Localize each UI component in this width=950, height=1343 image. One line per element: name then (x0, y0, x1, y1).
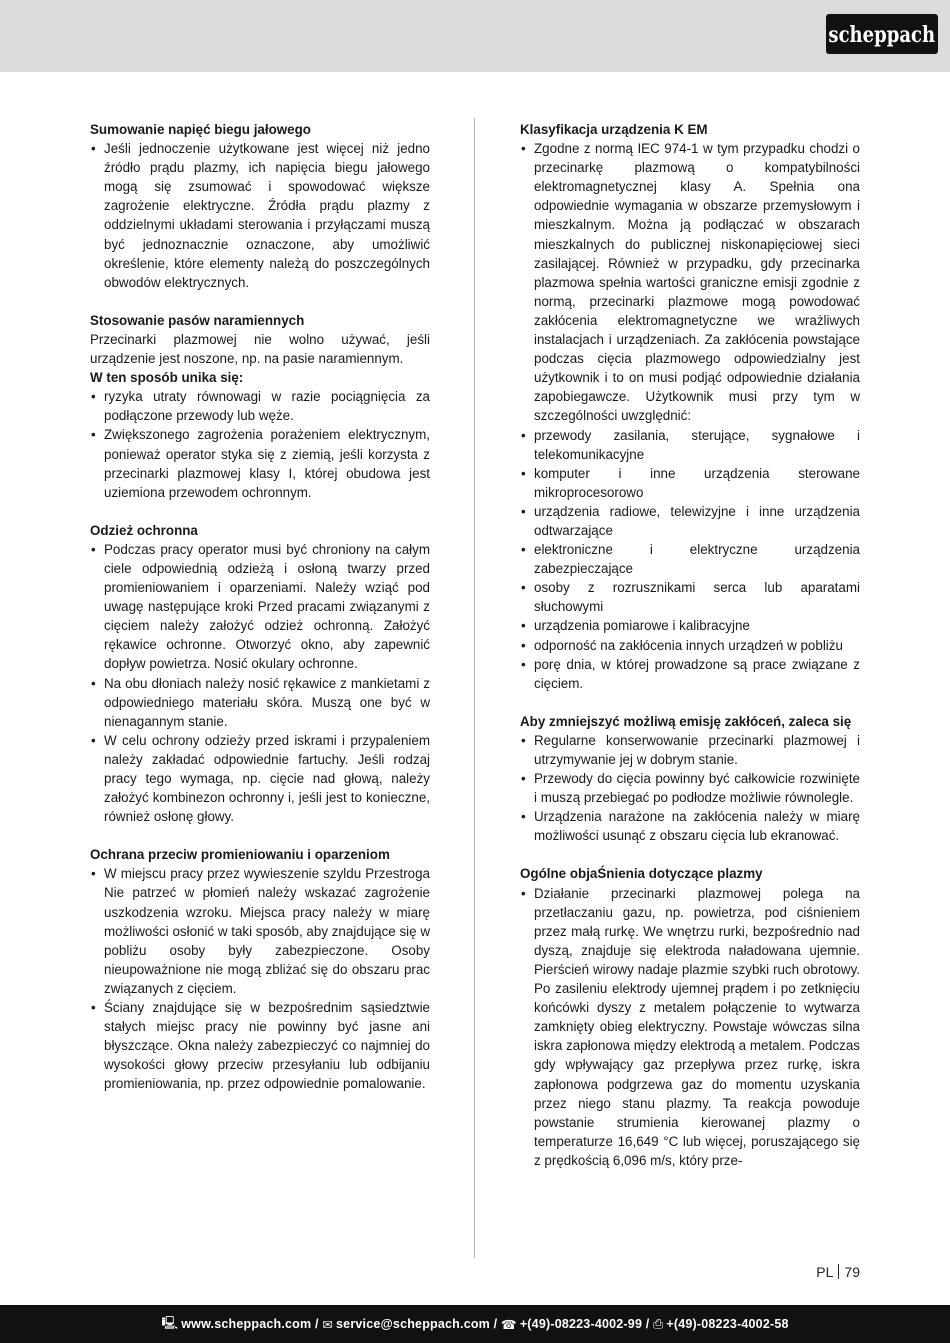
section-heading: Odzież ochronna (90, 522, 198, 538)
section-subheading: W ten sposób unika się: (90, 370, 244, 386)
section-spacer (520, 845, 860, 864)
bullet-item: • Działanie przecinarki plazmowej polega na przetłaczaniu gazu, np. powietrza, pod ciśnieniem przez małą rurkę. We wnętrzu rurki, bezpośrednio nad dyszą, znajduje się elektroda naładowana ujemnie. Pierścień wirowy nadaje plazmie szybki ruch obrotowy. Po zasileniu elektrody ujemnej prądem i po zetknięciu końcówki dyszy z metalem połączenie to wytwarza zamknięty obieg elektryczny. Powstaje wówczas silna iskra zapłonowa między elektrodą a metalem. Podczas gdy wpływający gaz przepływa przez rurkę, iskra zapłonowa podgrzewa gaz do momentu uzyskania przez niego stanu plazmy. Ta reakcja powoduje powstanie strumienia kierowanej plazmy o temperaturze 16,649 °C lub więcej, poruszającego się z prędkością 6,096 m/s, który prze- (520, 884, 860, 1170)
bullet-item: • Zgodne z normą IEC 974-1 w tym przypadku chodzi o przecinarkę plazmową o kompatybilności elektromagnetycznej klasy A. Spełnia ona odpowiednie wymagania w obszarze przemysłowym i mieszkalnym. Można ją podłączać w obszarach mieszkalnych do publicznej niskonapięciowej sieci zasilającej. Również w przypadku, gdy przecinarka plazmowa spełnia wartości graniczne emisji zgodnie z normą, przecinarki plazmowe mogą powodować zakłócenia elektromagnetyczne we wrażliwych instalacjach i urządzeniach. Za zakłócenia powstające podczas cięcia plazmowego odpowiedzialny jest użytkownik i to on musi podjąć odpowiednie działania zapobiegawcze. Użytkownik musi przy tym w szczególności uwzględnić: (520, 139, 860, 425)
bullet-item: • osoby z rozrusznikami serca lub aparatami słuchowymi (520, 578, 860, 616)
svg-text:scheppach: scheppach (828, 21, 936, 48)
bullet-item: • Regularne konserwowanie przecinarki plazmowej i utrzymywanie jej w dobrym stanie. (520, 731, 860, 769)
bullet-list (90, 387, 430, 502)
footer-website[interactable]: www.scheppach.com / (181, 1317, 319, 1331)
section-spacer (90, 502, 430, 521)
bullet-item: • urządzenia pomiarowe i kalibracyjne (520, 616, 860, 635)
bullet-list (520, 731, 860, 846)
section-paragraph: Przecinarki plazmowej nie wolno używać, jeśli urządzenie jest noszone, np. na pasie naramiennym. (90, 331, 430, 367)
bullet-list (90, 139, 430, 292)
bullet-item: • Urządzenia narażone na zakłócenia należy w miarę możliwości usunąć z obszaru cięcia lub ekranować. (520, 807, 860, 845)
bullet-item: • Na obu dłoniach należy nosić rękawice z mankietami z odpowiedniego materiału skóra. Muszą one być w nienagannym stanie. (90, 674, 430, 731)
page-language: PL (816, 1264, 834, 1280)
section-heading: Aby zmniejszyć możliwą emisję zakłóceń, zaleca się (520, 713, 852, 729)
bullet-list (520, 884, 860, 1170)
scheppach-logo[interactable] (826, 14, 938, 54)
section-heading: Klasyfikacja urządzenia K EM (520, 122, 708, 137)
page-number (816, 1264, 860, 1280)
bullet-item: • W celu ochrony odzieży przed iskrami i przypaleniem należy zakładać odpowiednie fartuchy. Jeśli rodzaj pracy tego wymaga, np. cięcie nad głową, należy założyć kombinezon ochronny i, jeśli jest to konieczne, również osłonę głowy. (90, 731, 430, 826)
bullet-item: • Podczas pracy operator musi być chroniony na całym ciele odpowiednią odzieżą i osłoną twarzy przed promieniowaniem i oparzeniami. Należy wziąć pod uwagę następujące kroki Przed pracami związanymi z cięciem należy założyć odzież ochronną. Założyć rękawice ochronne. Otworzyć okno, aby zapewnić dopływ powietrza. Nosić okulary ochronne. (90, 540, 430, 674)
bullet-list (90, 540, 430, 826)
left-column (90, 120, 430, 1094)
footer-bar (0, 1305, 950, 1343)
section-heading: Sumowanie napięć biegu jałowego (90, 122, 311, 137)
bullet-item: • Zwiększonego zagrożenia porażeniem elektrycznym, ponieważ operator styka się z ziemią, jeśli korzysta z przecinarki plazmowej klasy I, której obudowa jest uziemiona przewodem ochronnym. (90, 425, 430, 501)
bullet-item: • ryzyka utraty równowagi w razie pociągnięcia za podłączone przewody lub węże. (90, 387, 430, 425)
section-heading: Stosowanie pasów naramiennych (90, 312, 305, 328)
email-icon: ✉︎ (322, 1317, 334, 1332)
bullet-item: • Ściany znajdujące się w bezpośrednim sąsiedztwie stałych miejsc pracy nie powinny być jasne ani błyszczące. Okna należy zabezpieczyć co najmniej do wysokości głowy przeciw przesyłaniu lub odbijaniu promieniowania, np. przez odpowiednie pomalowanie. (90, 998, 430, 1093)
bullet-item: • komputer i inne urządzenia sterowane mikroprocesorowo (520, 464, 860, 502)
logo-wordmark (826, 14, 938, 54)
footer-email[interactable]: service@scheppach.com / (336, 1317, 498, 1331)
right-column (520, 120, 860, 1170)
bullet-item: • przewody zasilania, sterujące, sygnałowe i telekomunikacyjne (520, 426, 860, 464)
bullet-item: • W miejscu pracy przez wywieszenie szyldu Przestroga Nie patrzeć w płomień należy wskazać zagrożenie uszkodzenia wzroku. Miejsca pracy należy w miarę możliwości osłonić w taki sposób, aby znajdujące się w pobliżu osoby były zabezpieczone. Osoby nieupoważnione nie mogą zbliżać się do obszaru prac związanych z cięciem. (90, 864, 430, 998)
phone-icon: ☎︎ (501, 1317, 517, 1332)
header-bar (0, 0, 950, 72)
bullet-item: • porę dnia, w której prowadzone są prace związane z cięciem. (520, 655, 860, 693)
section-heading: Ogólne objaŚnienia dotyczące plazmy (520, 866, 763, 882)
page-number-separator (838, 1264, 839, 1279)
fax-icon: ⎙ (653, 1316, 664, 1331)
section-spacer (90, 292, 430, 311)
section-spacer (90, 826, 430, 845)
page-number-value: 79 (844, 1264, 860, 1280)
bullet-item: • Jeśli jednoczenie użytkowane jest więcej niż jedno źródło prądu plazmy, ich napięcia biegu jałowego mogą się zsumować i spowodować większe zagrożenie elektryczne. Źródła prądu plazmy z oddzielnymi układami sterowania i przyłączami muszą być jednoznacznie oznaczone, aby umożliwić określenie, które elementy należą do poszczególnych obwodów elektrycznych. (90, 139, 430, 292)
bullet-item: • urządzenia radiowe, telewizyjne i inne urządzenia odtwarzające (520, 502, 860, 540)
bullet-list (520, 139, 860, 693)
column-divider (474, 118, 475, 1258)
section-heading: Ochrana przeciw promieniowaniu i oparzeniom (90, 847, 390, 863)
footer-fax: +(49)-08223-4002-58 (666, 1317, 789, 1331)
computer-icon: 🖳︎ (161, 1315, 179, 1330)
bullet-item: • Przewody do cięcia powinny być całkowicie rozwinięte i muszą przebiegać po podłodze możliwie równolegle. (520, 769, 860, 807)
bullet-item: • elektroniczne i elektryczne urządzenia zabezpieczające (520, 540, 860, 578)
section-spacer (520, 693, 860, 712)
bullet-list (90, 864, 430, 1093)
footer-phone: +(49)-08223-4002-99 / (519, 1317, 650, 1331)
bullet-item: • odporność na zakłócenia innych urządzeń w pobliżu (520, 636, 860, 655)
